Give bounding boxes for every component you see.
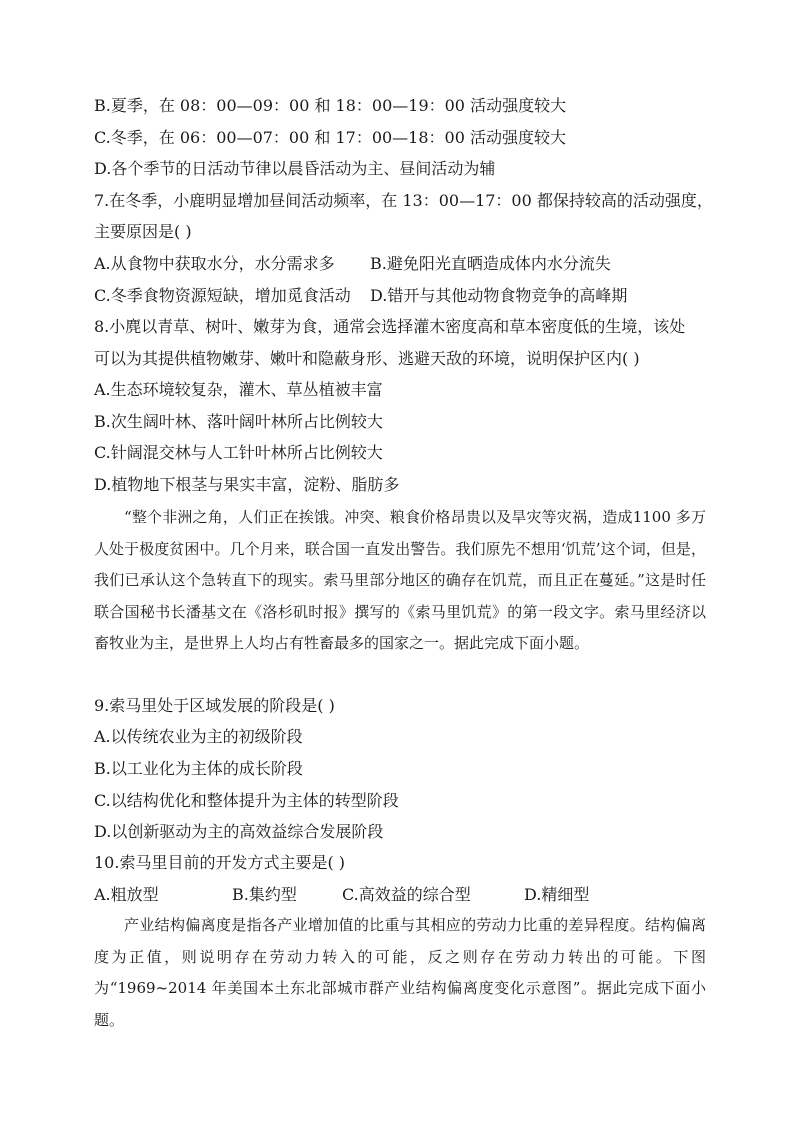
q9-option-b: B.以工业化为主体的成长阶段 [94,759,303,778]
q8-option-a: A.生态环境较复杂，灌木、草丛植被丰富 [94,380,383,399]
q10-option-a: A.粗放型 [94,885,159,904]
q8-stem-line1: 8.小麂以青草、树叶、嫩芽为食，通常会选择灌木密度高和草本密度低的生境，该处 [94,317,686,336]
q7-option-b: B.避免阳光直晒造成体内水分流失 [370,254,611,273]
q7-stem-line1: 7.在冬季，小鹿明显增加昼间活动频率，在 13：00—17：00 都保持较高的活动强度， [94,191,713,210]
passage-industrial-deviation: 产业结构偏离度是指各产业增加值的比重与其相应的劳动力比重的差异程度。结构偏离度为正值，则说明存在劳动力转入的可能，反之则存在劳动力转出的可能。下图为“1969~2014 年美国本土东北部城市群产业结构偏离度变化示意图”。据此完成下面小题。 [94,916,706,1029]
q9-option-a: A.以传统农业为主的初级阶段 [94,727,303,746]
q9-option-d: D.以创新驱动为主的高效益综合发展阶段 [94,822,384,841]
q6-option-d: D.各个季节的日活动节律以晨昏活动为主、昼间活动为辅 [94,159,496,178]
q7-option-a: A.从食物中获取水分，水分需求多 [94,254,335,273]
q7-option-c: C.冬季食物资源短缺，增加觅食活动 [94,286,351,305]
q9-stem: 9.索马里处于区域发展的阶段是( ) [94,696,335,715]
q8-stem-line2: 可以为其提供植物嫩芽、嫩叶和隐蔽身形、逃避天敌的环境，说明保护区内( ) [94,349,640,368]
q10-option-d: D.精细型 [524,885,590,904]
q10-stem: 10.索马里目前的开发方式主要是( ) [94,853,346,872]
q10-option-b: B.集约型 [232,885,297,904]
q7-stem-line2: 主要原因是( ) [94,222,192,241]
q10-option-c: C.高效益的综合型 [342,885,471,904]
q9-option-c: C.以结构优化和整体提升为主体的转型阶段 [94,791,399,810]
passage-somalia: “整个非洲之角，人们正在挨饿。冲突、粮食价格昂贵以及旱灾等灾祸，造成1100 多万人处于极度贫困中。几个月来，联合国一直发出警告。我们原先不想用‘饥荒’这个词，但是，我们已承认这个急转直下的现实。索马里部分地区的确存在饥荒，而且正在蔓延。”这是时任联合国秘书长潘基文在《洛杉矶时报》撰写的《索马里饥荒》的第一段文字。索马里经济以畜牧业为主，是世界上人均占有牲畜最多的国家之一。据此完成下面小题。 [94,508,706,652]
q6-option-c: C.冬季，在 06：00—07：00 和 17：00—18：00 活动强度较大 [94,128,566,147]
q6-option-b: B.夏季，在 08：00—09：00 和 18：00—19：00 活动强度较大 [94,96,567,115]
q8-option-d: D.植物地下根茎与果实丰富，淀粉、脂肪多 [94,475,400,494]
q8-option-c: C.针阔混交林与人工针叶林所占比例较大 [94,443,383,462]
q8-option-b: B.次生阔叶林、落叶阔叶林所占比例较大 [94,412,383,431]
q7-option-d: D.错开与其他动物食物竞争的高峰期 [370,286,628,305]
